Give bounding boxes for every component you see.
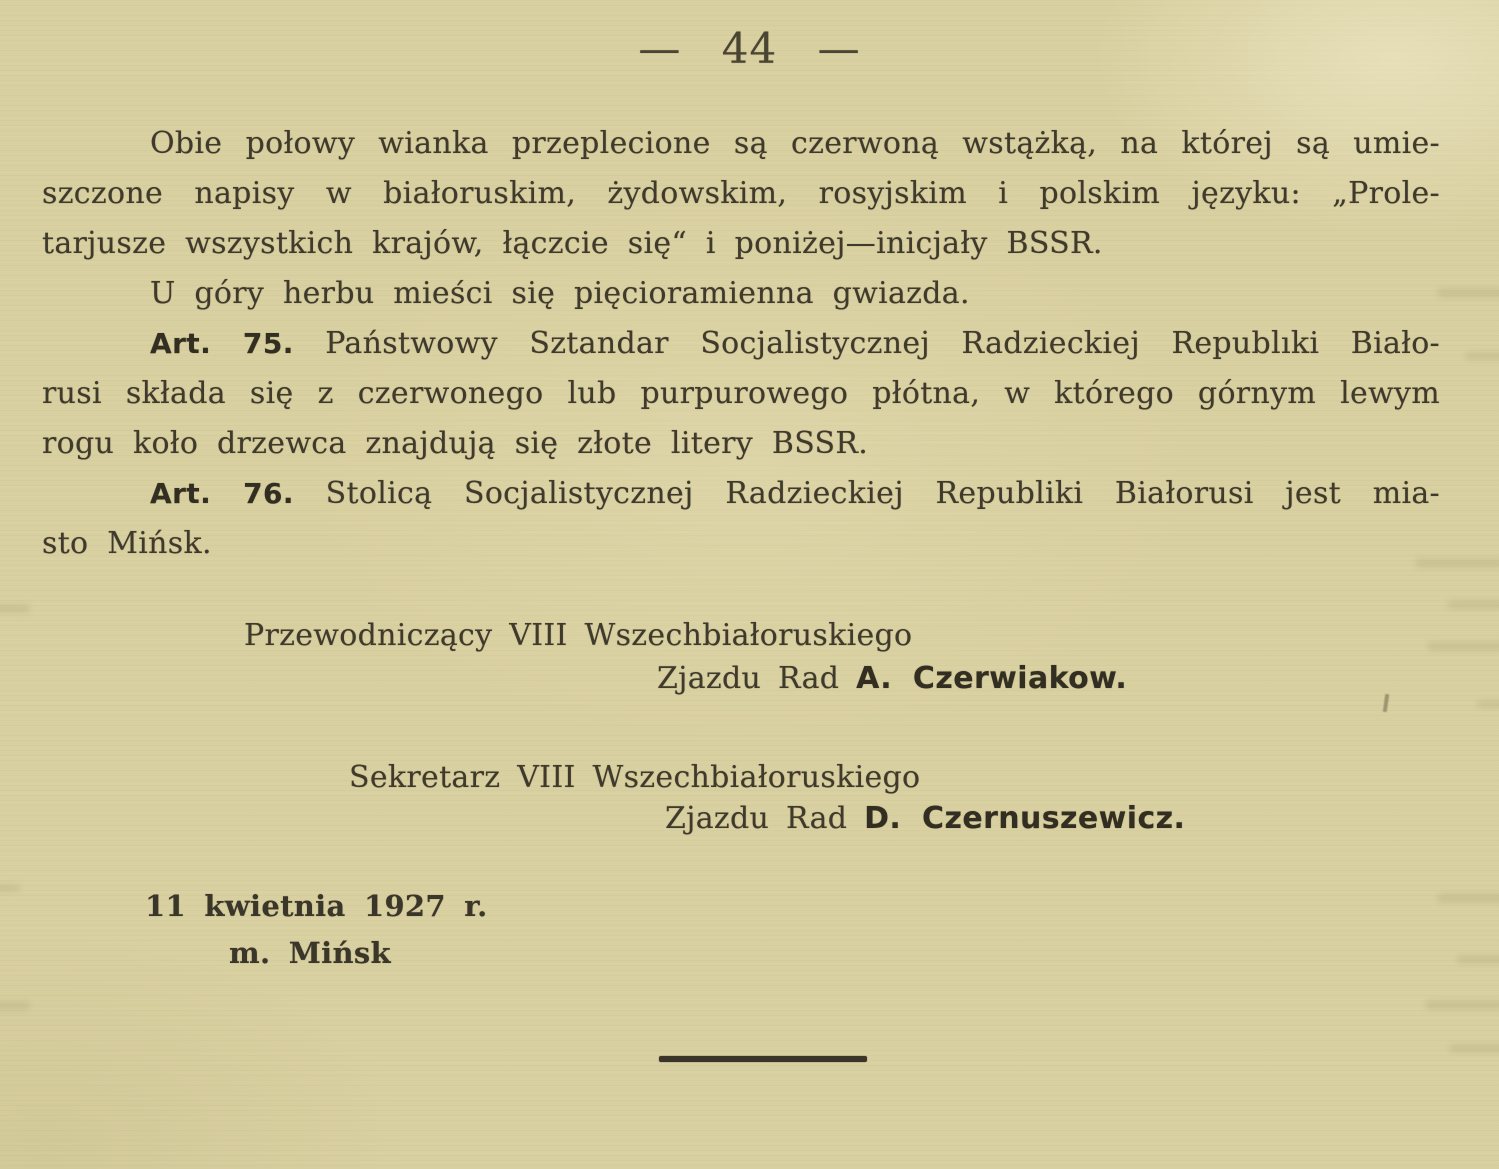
ink-speck [1383,694,1389,712]
place-line: m. Mińsk [229,936,391,970]
chairman-prefix: Zjazdu Rad [657,661,840,696]
article75-line1 [42,319,1440,369]
scan-smudge [1415,558,1499,568]
chairman-title-line: Przewodniczący VIII Wszechbiałoruskiego [244,618,913,653]
scan-smudge [1457,955,1499,964]
scan-smudge [1477,700,1499,708]
paragraph1-line2: szczone napisy w białoruskim, żydowskim, rosyjskim i polskim języku: „Prole- [42,176,1440,211]
secretary-prefix: Zjazdu Rad [665,801,848,836]
date-line: 11 kwietnia 1927 r. [145,889,488,923]
scan-smudge [0,884,20,892]
paragraph1-line3: tarjusze wszystkich krajów, łączcie się“ i poniżej—inicjały BSSR. [42,226,1103,261]
article76-line2: sto Mińsk. [42,526,212,561]
scan-smudge [1437,893,1499,903]
section-divider-rule [659,1056,867,1062]
secretary-title-line: Sekretarz VIII Wszechbiałoruskiego [349,760,921,795]
scan-smudge [1437,288,1499,298]
article76-line1 [42,469,1440,519]
article76-line1-text: Stolicą Socjalistycznej Radzieckiej Republiki Białorusi jest mia- [325,476,1440,511]
scan-smudge [1449,1044,1499,1053]
page-number: — 44 — [638,24,861,73]
article75-label: Art. 75. [150,327,294,360]
article76-label: Art. 76. [150,477,294,510]
scan-smudge [1465,352,1499,360]
article75-line2: rusi składa się z czerwonego lub purpurowego płótna, w którego górnym lewym [42,376,1440,411]
paragraph2-line1: U góry herbu mieści się pięcioramienna gwiazda. [150,276,970,311]
chairman-name: A. Czerwiakow. [856,661,1128,696]
article75-line1-text: Państwowy Sztandar Socjalistycznej Radzieckiej Republıki Biało- [325,326,1440,361]
paragraph1-line1: Obie połowy wianka przeplecione są czerwoną wstążką, na której są umie- [150,126,1440,161]
secretary-name: D. Czernuszewicz. [864,801,1186,836]
scan-smudge [1427,642,1499,651]
scan-smudge [0,1002,30,1010]
scan-smudge [0,604,30,613]
chairman-signature-line [657,661,1127,696]
body-text [42,119,1440,569]
secretary-signature-line [665,801,1185,836]
scan-smudge [1425,1000,1499,1010]
article75-line3: rogu koło drzewca znajdują się złote litery BSSR. [42,426,869,461]
scan-smudge [1447,600,1499,609]
